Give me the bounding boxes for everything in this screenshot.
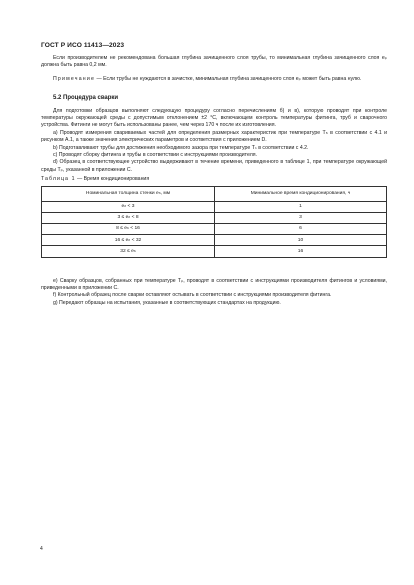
page-content — [41, 55, 387, 307]
list-item-b: b) Подготавливают трубы для достижения необходимого зазора при температуре Tₛ в соответствии с 4.2. — [53, 144, 309, 151]
section-heading: 5.2 Процедура сварки — [53, 95, 119, 102]
table-header-wall-thickness: Номинальная толщина стенки eₙ, мм — [42, 186, 215, 201]
table-cell-time: 3 — [215, 212, 387, 223]
table-cell-thickness: 3 ≤ eₙ < 8 — [42, 212, 215, 223]
table-cell-thickness: 16 ≤ eₙ < 32 — [42, 235, 215, 246]
table-caption — [41, 176, 387, 183]
table-cell-time: 16 — [215, 246, 387, 257]
page-number: 4 — [40, 546, 43, 552]
list-item-d: d) Образец в соответствующее устройство выдерживают в течение времени, приведенного в таблице 1, при температуре окружающей среды Tₚ, указанной в приложении С. — [41, 159, 387, 173]
table-caption-label: Таблица 1 — [41, 176, 76, 183]
table-row — [42, 235, 387, 246]
list-item-f: f) Контрольный образец после сварки оставляют остывать в соответствии с инструкциями производителя фитинга. — [53, 292, 332, 299]
list-item-g: g) Передают образцы на испытания, указанные в соответствующих стандартах на продукцию. — [53, 299, 281, 306]
after-table-section — [41, 278, 387, 308]
table-caption-text: — Время кондиционирования — [75, 176, 150, 183]
page-header: ГОСТ Р ИСО 11413—2023 — [41, 42, 125, 49]
table-row — [42, 212, 387, 223]
list-item-c: c) Проводят сборку фитинга и трубы в соответствии с инструкциями производителя. — [53, 152, 257, 159]
table-cell-time: 10 — [215, 235, 387, 246]
table-cell-thickness: 8 ≤ eₙ < 16 — [42, 224, 215, 235]
intro-paragraph: Если производителем не рекомендована большая глубина зачищенного слоя трубы, то минимальная глубина зачищенного слоя eₚ должна быть равна 0,2 мм. — [41, 55, 387, 69]
note-label: Примечание — [53, 75, 96, 82]
table-row — [42, 246, 387, 257]
note — [41, 76, 387, 83]
section-paragraph: Для подготовки образцов выполняют следующую процедуру согласно перечислениям б) и в), которую проводят при контроле температуры окружающей среды с допустимым отклонением ±2 °С, включающем контроль температуры фитинга, труб и сварочного устройства. Фитинги не могут быть использованы ранее, чем через 170 ч после их изготовления. — [41, 107, 387, 129]
list-item-e: e) Сварку образцов, собранных при температуре Tₚ, проводят в соответствии с инструкциями производителя фитингов и условиями, приведенными в приложении С. — [41, 277, 387, 292]
note-text: — Если трубы не нуждаются в зачистке, минимальная глубина зачищенного слоя eₚ может быть равна нулю. — [95, 75, 362, 82]
table-header-min-time: Минимальное время кондиционирования, ч — [215, 186, 387, 201]
table-row — [42, 224, 387, 235]
table-row — [42, 201, 387, 212]
table-cell-thickness: eₙ < 3 — [42, 201, 215, 212]
table-cell-time: 6 — [215, 224, 387, 235]
list-item-a: а) Проводят измерения свариваемых частей для определения размерных характеристик при температуре Tₕ в соответствии с 4.1 и рисунком А.1, а также значения электрических параметров и соответствия с приложением D. — [41, 129, 387, 144]
conditioning-time-table — [41, 186, 387, 258]
table-cell-thickness: 32 ≤ eₙ — [42, 246, 215, 257]
table-header-row — [42, 186, 387, 201]
table-cell-time: 1 — [215, 201, 387, 212]
